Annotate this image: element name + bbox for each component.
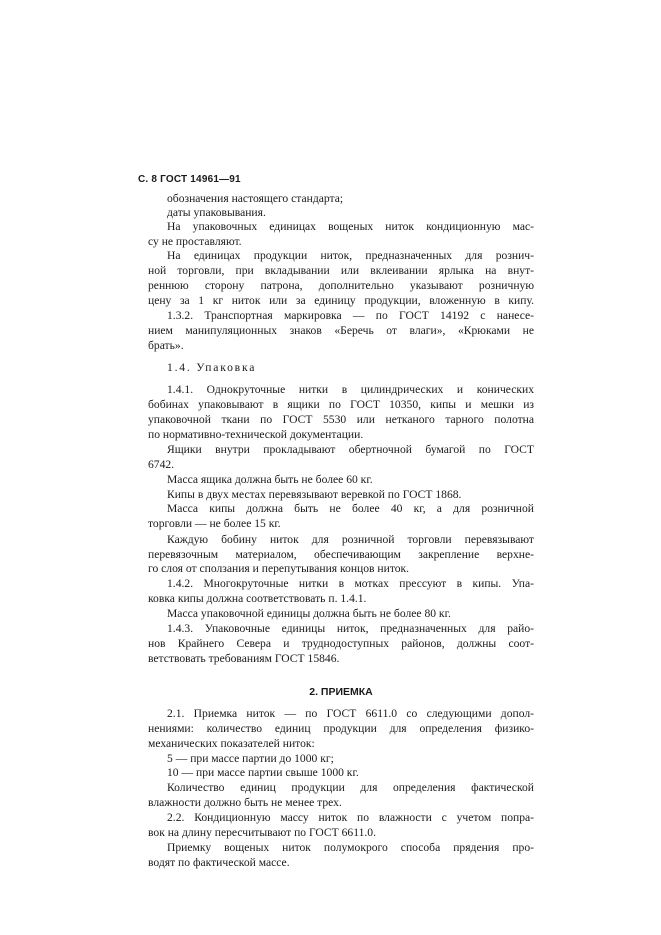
text-line: Масса упаковочной единицы должна быть не более 80 кг.: [167, 607, 451, 620]
text-line: 1.4.3. Упаковочные единицы ниток, предназначенных для райо-: [167, 622, 534, 635]
text-line: Количество единиц продукции для определения фактической: [167, 781, 534, 794]
text-line: ной торговли, при вкладывании или вклеивании ярлыка на внут-: [148, 264, 534, 277]
text-line: водят по фактической массе.: [148, 856, 290, 869]
text-line: 2.2. Кондиционную массу ниток по влажности с учетом попра-: [167, 811, 534, 824]
text-line: обозначения настоящего стандарта;: [167, 192, 344, 205]
text-line: ковка кипы должна соответствовать п. 1.4.1.: [148, 592, 367, 605]
text-line: го слоя от сползания и перепутывания концов ниток.: [148, 562, 410, 575]
text-line: механических показателей ниток:: [148, 737, 315, 750]
text-line: вок на длину пересчитывают по ГОСТ 6611.0.: [148, 826, 376, 839]
text-line: влажности должно быть не менее трех.: [148, 796, 342, 809]
text-line: 2.1. Приемка ниток — по ГОСТ 6611.0 со следующими допол-: [167, 707, 534, 720]
section-title-acceptance: 2. ПРИЕМКА: [309, 686, 373, 698]
text-line: 1.4.2. Многокруточные нитки в мотках прессуют в кипы. Упа-: [167, 577, 534, 590]
text-line: перевязочным материалом, обеспечивающим закрепление верхне-: [148, 548, 534, 561]
text-line: реннюю сторону патрона, дополнительно указывают розничную: [148, 279, 534, 292]
text-line: Ящики внутри прокладывают обертночной бумагой по ГОСТ: [167, 443, 534, 456]
text-line: нием манипуляционных знаков «Беречь от влаги», «Крюками не: [148, 324, 534, 337]
text-line: 10 — при массе партии свыше 1000 кг.: [167, 766, 359, 779]
text-line: 6742.: [148, 458, 175, 471]
text-line: На упаковочных единицах вощеных ниток кондиционную мас-: [167, 220, 534, 233]
text-line: 1.4.1. Однокруточные нитки в цилиндрических и конических: [167, 383, 534, 396]
text-line: бобинах упаковывают в ящики по ГОСТ 10350, кипы и мешки из: [148, 398, 534, 411]
text-line: Кипы в двух местах перевязывают веревкой по ГОСТ 1868.: [167, 488, 462, 501]
text-line: торговли — не более 15 кг.: [148, 517, 281, 530]
text-line: Масса кипы должна быть не более 40 кг, а для розничной: [167, 502, 534, 515]
text-line: цену за 1 кг ниток или за единицу продукции, вложенную в кипу.: [148, 294, 534, 307]
text-line: упаковочной ткани по ГОСТ 5530 или нетканого тарного полотна: [148, 413, 534, 426]
text-line: На единицах продукции ниток, предназначенных для рознич-: [167, 249, 534, 262]
text-line: су не проставляют.: [148, 235, 242, 248]
text-line: нениями: количество единиц продукции для определения физико-: [148, 722, 534, 735]
text-line: Масса ящика должна быть не более 60 кг.: [167, 473, 373, 486]
text-line: Приемку вощеных ниток полумокрого способа прядения про-: [167, 841, 534, 854]
text-line: 1.4. Упаковка: [167, 361, 257, 374]
text-line: брать».: [148, 339, 184, 352]
text-line: даты упаковывания.: [167, 206, 266, 219]
text-line: по нормативно-технической документации.: [148, 428, 364, 441]
text-line: 5 — при массе партии до 1000 кг;: [167, 752, 334, 765]
text-line: ветствовать требованиям ГОСТ 15846.: [148, 652, 340, 665]
text-line: 1.3.2. Транспортная маркировка — по ГОСТ 14192 с нанесе-: [167, 309, 534, 322]
text-line: нов Крайнего Севера и труднодоступных районов, должны соот-: [148, 637, 534, 650]
page-header: С. 8 ГОСТ 14961—91: [138, 174, 241, 185]
text-line: Каждую бобину ниток для розничной торговли перевязывают: [167, 533, 534, 546]
